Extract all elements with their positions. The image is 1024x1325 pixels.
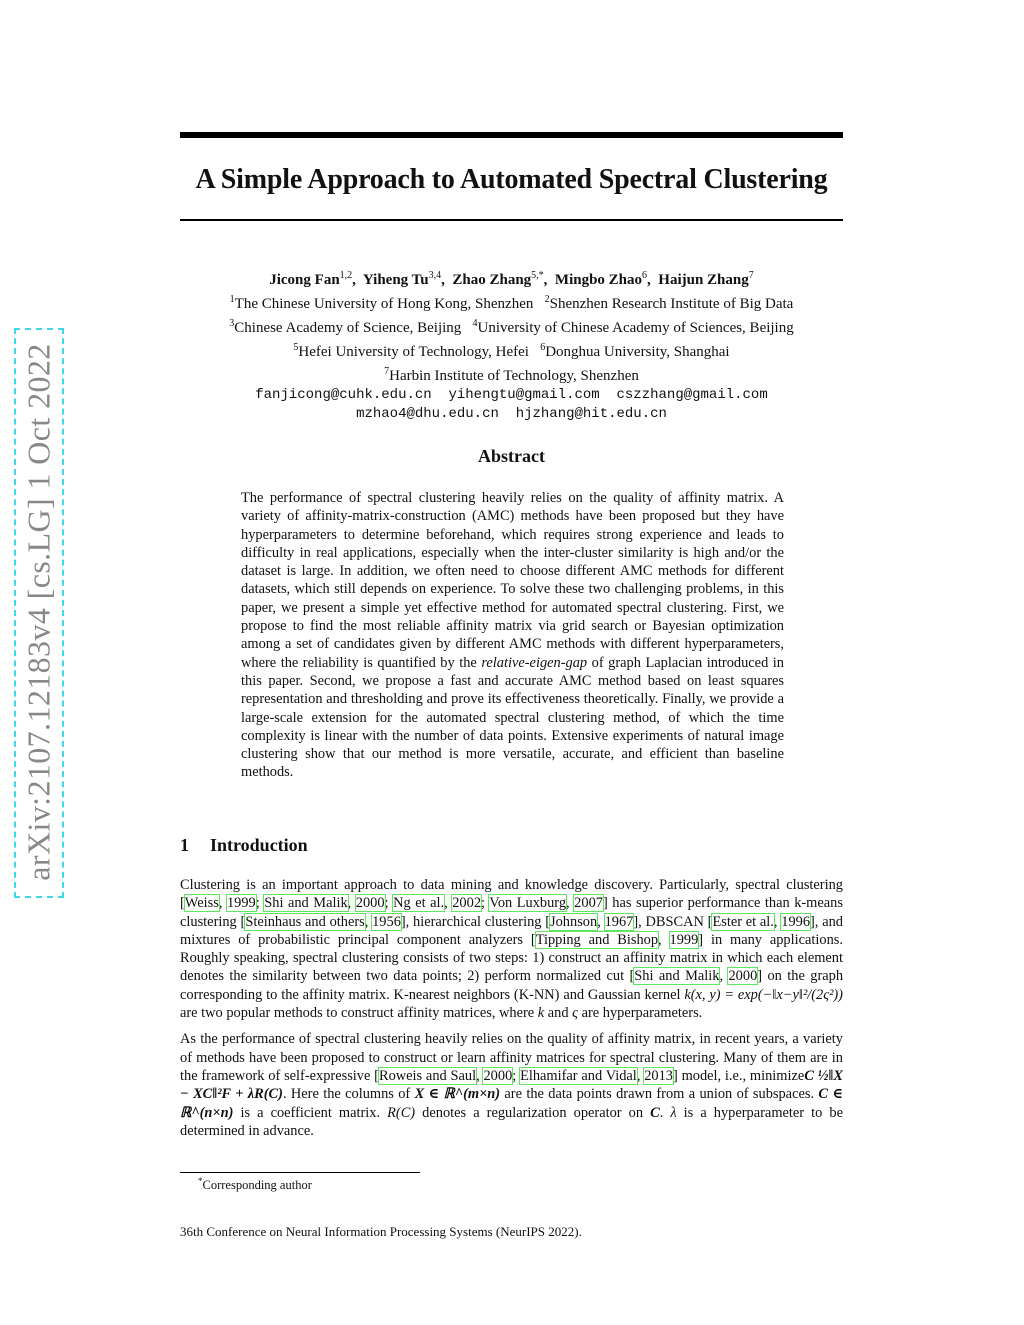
text: ,	[566, 895, 575, 912]
text: are two popular methods to construct affinity matrices, where	[180, 1005, 538, 1022]
author-name: Jicong Fan	[269, 272, 340, 288]
text: ], DBSCAN [	[633, 913, 713, 930]
abstract-text-part: The performance of spectral clustering heavily relies on the quality of affinity matrix. A variety of affinity-matrix-construction (AMC) methods have been proposed but they have hyperparameters to determine beforehand, which requires strong experience and leads to difficulty in real applications, especially when the inter-cluster similarity is high and/or the dataset is large. In addition, we often need to choose different AMC methods for different datasets, which still depends on experience. To solve these two challenging problems, in this paper, we present a simple yet effective method for automated spectral clustering. First, we propose to find the most reliable affinity matrix via grid search or Bayesian optimization among a set of candidates given by different AMC methods with different hyperparameters, where the reliability is quantified by the	[241, 490, 784, 671]
author-names: Jicong Fan$^{1,2}$, Yiheng Tu$^{3,4}$, Zhao Zhang$^{5,*}$, Mingbo Zhao$^6$, Haijun Zhang$^7$	[269, 270, 754, 288]
author-affiliation-mark: 1,2	[339, 270, 353, 281]
citation-author: Shi and Malik	[264, 895, 348, 912]
text: ,	[597, 913, 605, 930]
citation-link[interactable]	[393, 895, 444, 911]
citation-link[interactable]	[574, 895, 603, 911]
citation-link[interactable]	[781, 914, 810, 930]
author-name: Yiheng Tu	[362, 272, 429, 288]
footnote-rule	[180, 1172, 420, 1173]
introduction-body	[180, 876, 843, 1148]
text: denotes a regularization operator on	[415, 1104, 651, 1121]
text: ] in many applications. Roughly speaking, spectral clustering consists of two steps: 1) construct an affinity matrix in which each element denotes the similarity between two data points; 2) perform normalized cut [	[180, 931, 843, 985]
equation: C ½‖X − XC‖²F + λR(C)	[180, 1067, 844, 1103]
citation-author: Ester et al.	[712, 913, 774, 930]
title-top-rule	[180, 132, 843, 138]
text: ,	[218, 895, 227, 912]
citation-year: 2000	[355, 895, 385, 912]
affiliation: Hefei University of Technology, Hefei	[298, 344, 529, 360]
author-emails: mzhao4@dhu.edu.cn hjzhang@hit.edu.cn	[356, 406, 667, 422]
paragraph	[180, 1030, 843, 1140]
citation-author: Von Luxburg	[489, 895, 567, 912]
math-symbol: k	[537, 1005, 545, 1022]
affiliation-line	[180, 290, 843, 314]
text: As the performance of spectral clustering heavily relies on the quality of affinity matrix, in recent years, a variety of methods have been proposed to construct or learn affinity matrices for spectral clustering. Many of them are in the framework of self-expressive [	[180, 1031, 843, 1084]
text: are hyperparameters.	[578, 1005, 703, 1022]
citation-author: Weiss	[184, 895, 219, 912]
text: ;	[512, 1067, 521, 1084]
text: ,	[364, 913, 373, 930]
author-name: Zhao Zhang	[452, 272, 532, 288]
affiliation-mark: 3	[229, 318, 235, 329]
text: are the data points drawn from a union of subspaces.	[500, 1086, 819, 1103]
affiliation-mark: 5	[293, 342, 299, 353]
citation-author: Elhamifar and Vidal	[520, 1067, 637, 1084]
section-heading	[180, 835, 308, 856]
citation-author: Steinhaus and others	[245, 913, 365, 930]
citation-year: 1967	[604, 913, 634, 930]
citation-link[interactable]	[483, 1068, 512, 1084]
citation-year: 1999	[669, 931, 699, 948]
affiliation-line	[180, 338, 843, 362]
citation-author: Roweis and Saul	[378, 1067, 477, 1084]
abstract-text-part: of graph Laplacian introduced in this paper. Second, we propose a fast and accurate AMC method based on least squares representation and thresholding and prove its effectiveness theoretically. Finally, we provide a large-scale extension for the automated spectral clustering method, of which the time complexity is linear with the number of data points. Extensive experiments of natural image clustering show that our method is more versatile, accurate, and efficient than baseline methods.	[241, 654, 784, 781]
text: ,	[347, 895, 356, 912]
citation-link[interactable]	[264, 895, 347, 911]
equation: k(x, y) = exp(−‖x−y‖²/(2ς²))	[684, 986, 843, 1003]
affiliation: University of Chinese Academy of Sciences, Beijing	[477, 320, 794, 336]
text: is a hyperparameter to be determined in advance.	[180, 1104, 843, 1139]
text: ;	[481, 895, 490, 912]
text: is a coefficient matrix.	[233, 1104, 388, 1121]
citation-link[interactable]	[728, 968, 757, 984]
citation-link[interactable]	[452, 895, 481, 911]
math-symbol: ς	[572, 1005, 579, 1022]
citation-author: Johnson	[550, 913, 598, 930]
author-name: Haijun Zhang	[658, 272, 749, 288]
text: ,	[636, 1067, 645, 1084]
equation: C ∈ ℝ^(n×n)	[180, 1086, 843, 1121]
author-emails: fanjicong@cuhk.edu.cn yihengtu@gmail.com cszzhang@gmail.com	[255, 387, 768, 403]
equation: X ∈ ℝ^(m×n)	[414, 1086, 501, 1103]
citation-link[interactable]	[185, 895, 219, 911]
footnote-mark: *	[198, 1176, 203, 1186]
footnote	[198, 1176, 312, 1193]
citation-link[interactable]	[379, 1068, 476, 1084]
author-affiliation-mark: 3,4	[428, 270, 442, 281]
abstract-heading: Abstract	[478, 446, 545, 466]
citation-link[interactable]	[712, 914, 773, 930]
citation-link[interactable]	[605, 914, 634, 930]
citation-link[interactable]	[489, 895, 566, 911]
text: ;	[384, 895, 394, 912]
text: and	[544, 1005, 573, 1022]
citation-link[interactable]	[536, 932, 658, 948]
paper-title: A Simple Approach to Automated Spectral Clustering	[195, 164, 828, 195]
citation-year: 1996	[781, 913, 811, 930]
affiliation-mark: 6	[540, 342, 546, 353]
citation-author: Shi and Malik	[634, 968, 720, 985]
citation-year: 2002	[452, 895, 482, 912]
citation-link[interactable]	[356, 895, 385, 911]
citation-author: Ng et al.	[393, 895, 445, 912]
citation-year: 2000	[483, 1067, 513, 1084]
author-affiliation-mark: 5,*	[531, 270, 544, 281]
math-symbol: λ	[670, 1104, 677, 1121]
abstract-text	[241, 489, 784, 782]
citation-year: 2000	[728, 968, 758, 985]
affiliation: Donghua University, Shanghai	[545, 344, 730, 360]
text: ] has superior performance than k-means clustering [	[180, 895, 843, 930]
text: ] on the graph corresponding to the affinity matrix. K-nearest neighbors (K-NN) and Gaussian kernel	[180, 968, 844, 1003]
text: .	[659, 1104, 671, 1121]
arxiv-identifier[interactable]: arXiv:2107.12183v4 [cs.LG] 1 Oct 2022	[20, 343, 57, 881]
author-affiliation-mark: 7	[748, 270, 754, 281]
paragraph	[180, 876, 843, 1022]
affiliation: Harbin Institute of Technology, Shenzhen	[389, 368, 639, 384]
text: ,	[444, 895, 453, 912]
text: Clustering is an important approach to data mining and knowledge discovery. Particularly, spectral clustering [	[180, 877, 843, 912]
footnote-text: Corresponding author	[202, 1178, 312, 1193]
citation-link[interactable]	[670, 932, 699, 948]
citation-link[interactable]	[550, 914, 597, 930]
text: ,	[719, 968, 729, 985]
citation-year: 2007	[574, 895, 603, 912]
affiliation-mark: 4	[472, 318, 478, 329]
citation-link[interactable]	[644, 1068, 673, 1084]
citation-link[interactable]	[227, 895, 256, 911]
citation-year: 1999	[226, 895, 256, 912]
affiliation: The Chinese University of Hong Kong, Shenzhen	[234, 296, 534, 312]
citation-year: 1956	[372, 913, 401, 930]
section-number: 1	[180, 835, 189, 855]
author-affiliation-mark: 6	[642, 270, 648, 281]
citation-link[interactable]	[245, 914, 364, 930]
section-title: Introduction	[210, 835, 308, 855]
affiliation-mark: 7	[384, 366, 390, 377]
citation-year: 2013	[644, 1067, 673, 1084]
citation-link[interactable]	[520, 1068, 637, 1084]
affiliation: Chinese Academy of Science, Beijing	[234, 320, 462, 336]
author-name: Mingbo Zhao	[554, 272, 643, 288]
affiliation: Shenzhen Research Institute of Big Data	[549, 296, 794, 312]
title-bottom-rule	[180, 219, 843, 221]
text: . Here the columns of	[282, 1086, 415, 1103]
affiliation-line	[180, 314, 843, 338]
citation-link[interactable]	[634, 968, 719, 984]
text: ,	[476, 1067, 484, 1084]
affiliation-line	[180, 362, 843, 386]
conference-note: 36th Conference on Neural Information Processing Systems (NeurIPS 2022).	[180, 1224, 582, 1239]
text: ], and mixtures of probabilistic principal component analyzers [	[180, 913, 843, 948]
math-symbol: C	[650, 1104, 660, 1121]
abstract-emphasis: relative-eigen-gap	[481, 654, 588, 671]
text: ;	[255, 895, 265, 912]
affiliation-mark: 2	[544, 294, 550, 305]
text: ], hierarchical clustering [	[400, 913, 551, 930]
citation-author: Tipping and Bishop	[535, 931, 659, 948]
citation-link[interactable]	[372, 914, 401, 930]
affiliation-mark: 1	[229, 294, 235, 305]
author-block	[180, 266, 843, 424]
equation: R(C)	[387, 1104, 416, 1121]
text: ,	[773, 913, 782, 930]
text: ] model, i.e., minimize	[672, 1067, 805, 1084]
text: ,	[658, 931, 670, 948]
